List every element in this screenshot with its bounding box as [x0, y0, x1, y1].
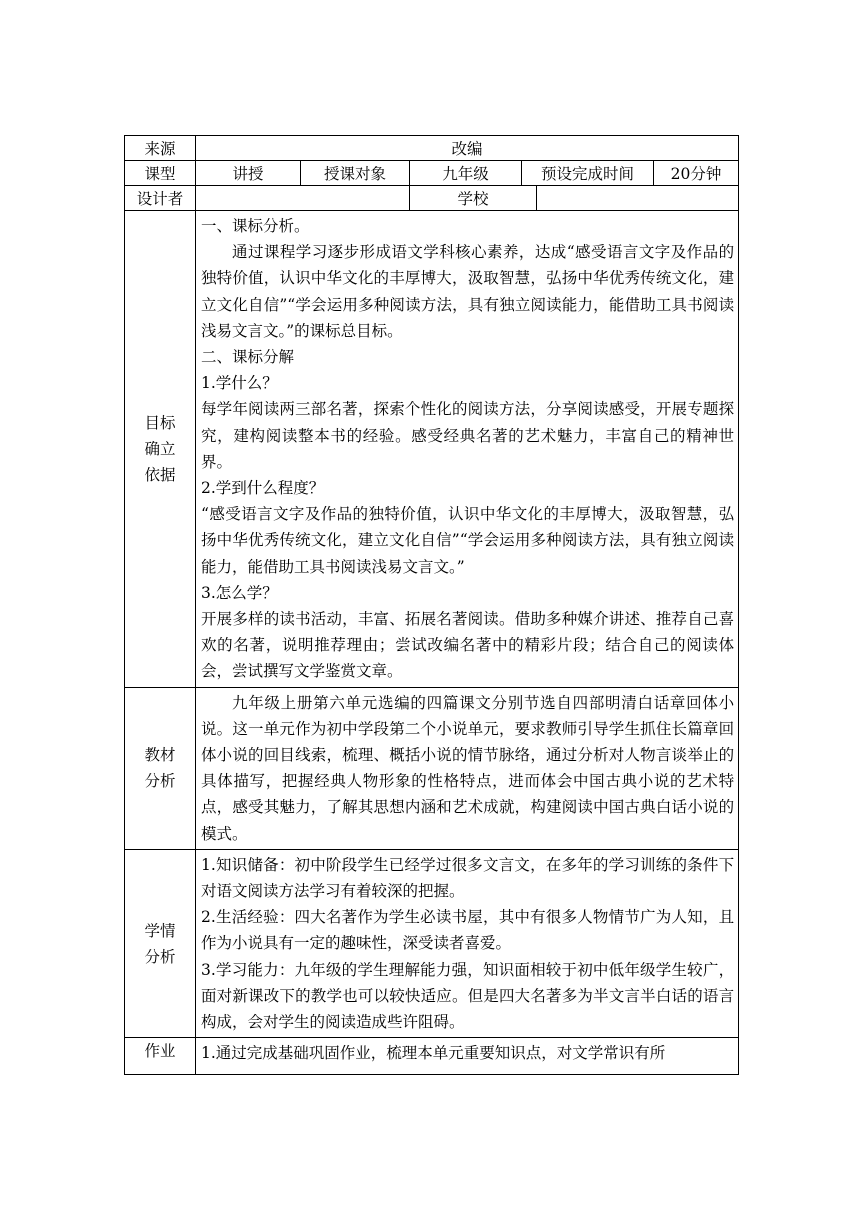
designer-row	[125, 186, 739, 211]
material-label-line: 教材	[144, 746, 176, 765]
goals-subheading: 1.学什么？	[201, 374, 278, 393]
lesson-plan-table	[124, 135, 739, 1075]
goals-row	[125, 211, 739, 688]
lesson-type-row	[125, 161, 739, 186]
source-value: 改编	[196, 136, 739, 161]
homework-label: 作业	[125, 1038, 196, 1075]
material-paragraph: 九年级上册第六单元选编的四篇课文分别节选自四部明清白话章回体小说。这一单元作为初中学段第二个小说单元，要求教师引导学生抓住长篇章回体小说的回目线索，梳理、概括小说的情节脉络，通过分析对人物言谈举止的具体描写，把握经典人物形象的性格特点，进而体会中国古典小说的艺术特点，感受其魅力，了解其思想内涵和艺术成就，构建阅读中国古典白话小说的模式。	[201, 693, 735, 843]
material-label	[125, 687, 196, 849]
homework-paragraph: 1.通过完成基础巩固作业，梳理本单元重要知识点，对文学常识有所	[201, 1044, 666, 1063]
designer-value	[196, 186, 410, 211]
lesson-type-value: 讲授	[196, 161, 301, 186]
goals-heading-2: 二、课标分解	[201, 348, 295, 367]
goals-heading-1: 一、课标分析。	[201, 217, 310, 235]
material-content	[196, 687, 739, 849]
school-label: 学校	[410, 186, 537, 211]
students-paragraph: 2.生活经验：四大名著作为学生必读书屋，其中有很多人物情节广为人知，且作为小说具有一定的趣味性，深受读者喜爱。	[201, 908, 735, 953]
students-label-line: 学情	[144, 921, 176, 940]
audience-value: 九年级	[410, 161, 522, 186]
students-paragraph: 1.知识储备：初中阶段学生已经学过很多文言文，在多年的学习训练的条件下对语文阅读方法学习有着较深的把握。	[201, 855, 735, 901]
students-label	[125, 849, 196, 1037]
time-value: 20分钟	[654, 161, 739, 186]
goals-content	[196, 211, 739, 688]
goals-label-line: 确立	[144, 439, 176, 458]
homework-content	[196, 1038, 739, 1075]
students-paragraph: 3.学习能力：九年级的学生理解能力强，知识面相较于初中低年级学生较广，面对新课改下的教学也可以较快适应。但是四大名著多为半文言半白话的语言构成，会对学生的阅读造成些许阻碍。	[201, 960, 735, 1032]
students-label-line: 分析	[144, 947, 176, 966]
goals-subheading: 3.怎么学？	[201, 583, 278, 602]
goals-label	[125, 211, 196, 688]
students-row	[125, 849, 739, 1037]
students-content	[196, 849, 739, 1037]
time-label: 预设完成时间	[522, 161, 654, 186]
goals-paragraph: 每学年阅读两三部名著，探索个性化的阅读方法，分享阅读感受，开展专题探究，建构阅读整本书的经验。感受经典名著的艺术魅力，丰富自己的精神世界。	[201, 400, 735, 471]
goals-paragraph: 开展多样的读书活动，丰富、拓展名著阅读。借助多种媒介讲述、推荐自己喜欢的名著，说明推荐理由；尝试改编名著中的精彩片段；结合自己的阅读体会，尝试撰写文学鉴赏文章。	[201, 610, 735, 681]
audience-label: 授课对象	[301, 161, 410, 186]
goals-label-line: 目标	[144, 413, 176, 432]
lesson-type-label: 课型	[125, 161, 196, 186]
homework-row	[125, 1038, 739, 1075]
goals-paragraph: 通过课程学习逐步形成语文学科核心素养，达成“感受语言文字及作品的独特价值，认识中华文化的丰厚博大，汲取智慧，弘扬中华优秀传统文化，建立文化自信”“学会运用多种阅读方法，具有独立阅读能力，能借助工具书阅读浅易文言文。”的课标总目标。	[201, 243, 735, 340]
school-value	[537, 186, 739, 211]
goals-label-line: 依据	[144, 465, 176, 484]
source-label: 来源	[125, 136, 196, 161]
material-label-line: 分析	[144, 772, 176, 791]
material-row	[125, 687, 739, 849]
source-row	[125, 136, 739, 161]
designer-label: 设计者	[125, 186, 196, 211]
goals-subheading: 2.学到什么程度？	[201, 479, 325, 498]
goals-paragraph: “感受语言文字及作品的独特价值，认识中华文化的丰厚博大，汲取智慧，弘扬中华优秀传统文化，建立文化自信”“学会运用多种阅读方法，具有独立阅读能力，能借助工具书阅读浅易文言文。”	[201, 505, 735, 576]
